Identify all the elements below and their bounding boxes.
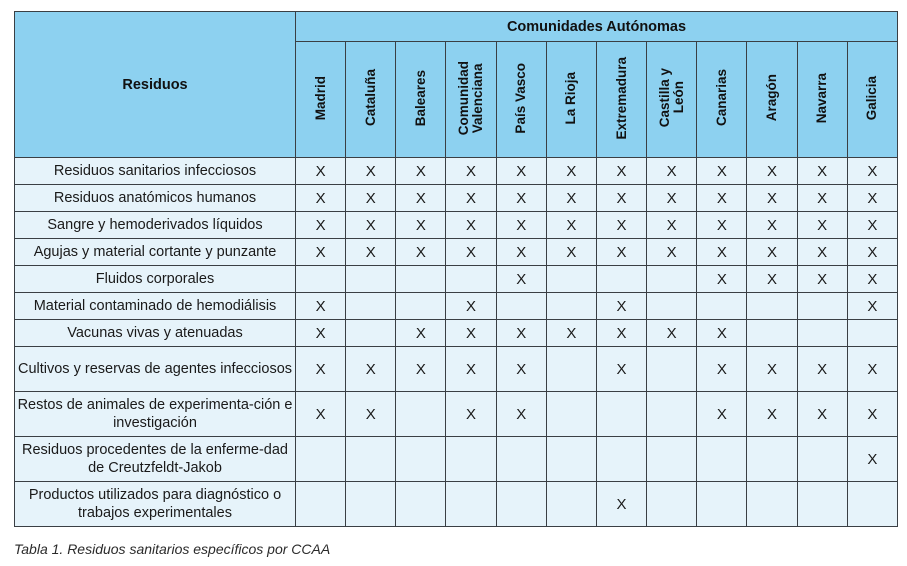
mark-cell-checked: X — [847, 392, 897, 437]
mark-cell-checked: X — [296, 347, 346, 392]
mark-cell-empty — [546, 482, 596, 527]
mark-cell-checked: X — [747, 185, 797, 212]
mark-cell-checked: X — [847, 293, 897, 320]
mark-cell-checked: X — [747, 347, 797, 392]
mark-cell-checked: X — [346, 347, 396, 392]
mark-cell-checked: X — [346, 392, 396, 437]
mark-cell-checked: X — [797, 185, 847, 212]
residuos-column-header: Residuos — [15, 12, 296, 158]
mark-cell-empty — [296, 437, 346, 482]
mark-cell-checked: X — [847, 437, 897, 482]
mark-cell-checked: X — [747, 158, 797, 185]
mark-cell-empty — [496, 482, 546, 527]
mark-cell-checked: X — [446, 293, 496, 320]
mark-cell-checked: X — [647, 158, 697, 185]
mark-cell-empty — [596, 266, 646, 293]
residuo-label: Residuos sanitarios infecciosos — [15, 158, 296, 185]
region-header — [847, 42, 897, 158]
mark-cell-checked: X — [396, 212, 446, 239]
region-header-label: Cataluña — [362, 69, 378, 127]
residuo-label: Agujas y material cortante y punzante — [15, 239, 296, 266]
mark-cell-checked: X — [396, 320, 446, 347]
mark-cell-checked: X — [747, 392, 797, 437]
mark-cell-checked: X — [697, 185, 747, 212]
mark-cell-checked: X — [496, 158, 546, 185]
mark-cell-checked: X — [296, 293, 346, 320]
mark-cell-empty — [446, 266, 496, 293]
residuo-label: Vacunas vivas y atenuadas — [15, 320, 296, 347]
mark-cell-empty — [797, 482, 847, 527]
mark-cell-checked: X — [496, 212, 546, 239]
residuo-label: Cultivos y reservas de agentes infecciosos — [15, 347, 296, 392]
mark-cell-checked: X — [446, 392, 496, 437]
mark-cell-empty — [747, 482, 797, 527]
mark-cell-empty — [697, 437, 747, 482]
mark-cell-checked: X — [697, 392, 747, 437]
table-row — [15, 293, 898, 320]
mark-cell-empty — [346, 437, 396, 482]
region-header-label: Comunidad Valenciana — [456, 60, 486, 136]
mark-cell-checked: X — [296, 158, 346, 185]
mark-cell-empty — [296, 266, 346, 293]
mark-cell-empty — [496, 293, 546, 320]
mark-cell-checked: X — [496, 347, 546, 392]
mark-cell-checked: X — [546, 212, 596, 239]
mark-cell-checked: X — [847, 347, 897, 392]
mark-cell-checked: X — [346, 158, 396, 185]
mark-cell-empty — [546, 437, 596, 482]
mark-cell-checked: X — [296, 239, 346, 266]
mark-cell-checked: X — [647, 185, 697, 212]
mark-cell-checked: X — [296, 320, 346, 347]
mark-cell-empty — [596, 392, 646, 437]
mark-cell-empty — [346, 293, 396, 320]
mark-cell-checked: X — [747, 239, 797, 266]
mark-cell-checked: X — [747, 212, 797, 239]
mark-cell-checked: X — [446, 158, 496, 185]
region-header-label: Navarra — [814, 72, 830, 124]
mark-cell-empty — [446, 437, 496, 482]
mark-cell-checked: X — [396, 239, 446, 266]
region-header — [396, 42, 446, 158]
mark-cell-empty — [797, 437, 847, 482]
mark-cell-checked: X — [596, 185, 646, 212]
table-row — [15, 437, 898, 482]
residuo-label: Fluidos corporales — [15, 266, 296, 293]
table-row — [15, 482, 898, 527]
mark-cell-empty — [446, 482, 496, 527]
mark-cell-empty — [747, 293, 797, 320]
mark-cell-checked: X — [596, 482, 646, 527]
mark-cell-checked: X — [847, 185, 897, 212]
region-header — [296, 42, 346, 158]
mark-cell-empty — [396, 482, 446, 527]
region-header-label: Canarias — [713, 69, 729, 127]
mark-cell-checked: X — [546, 158, 596, 185]
table-caption: Tabla 1. Residuos sanitarios específicos por CCAA — [14, 541, 331, 557]
mark-cell-empty — [296, 482, 346, 527]
comunidades-group-header: Comunidades Autónomas — [296, 12, 898, 42]
mark-cell-empty — [747, 320, 797, 347]
mark-cell-checked: X — [596, 293, 646, 320]
mark-cell-empty — [647, 293, 697, 320]
mark-cell-empty — [797, 293, 847, 320]
mark-cell-checked: X — [396, 347, 446, 392]
mark-cell-checked: X — [797, 266, 847, 293]
mark-cell-empty — [346, 266, 396, 293]
mark-cell-checked: X — [296, 212, 346, 239]
mark-cell-checked: X — [797, 347, 847, 392]
mark-cell-checked: X — [697, 158, 747, 185]
region-header — [647, 42, 697, 158]
mark-cell-empty — [647, 266, 697, 293]
mark-cell-checked: X — [596, 320, 646, 347]
mark-cell-empty — [647, 347, 697, 392]
mark-cell-checked: X — [847, 212, 897, 239]
table-body — [15, 158, 898, 527]
mark-cell-checked: X — [647, 239, 697, 266]
mark-cell-checked: X — [346, 212, 396, 239]
residuo-label: Sangre y hemoderivados líquidos — [15, 212, 296, 239]
mark-cell-checked: X — [797, 212, 847, 239]
residuo-label: Residuos anatómicos humanos — [15, 185, 296, 212]
mark-cell-checked: X — [697, 266, 747, 293]
mark-cell-checked: X — [496, 392, 546, 437]
mark-cell-checked: X — [296, 392, 346, 437]
mark-cell-empty — [346, 320, 396, 347]
mark-cell-checked: X — [596, 158, 646, 185]
mark-cell-checked: X — [697, 239, 747, 266]
mark-cell-checked: X — [496, 320, 546, 347]
mark-cell-checked: X — [647, 320, 697, 347]
mark-cell-checked: X — [496, 239, 546, 266]
region-header — [496, 42, 546, 158]
region-header-label: Galicia — [864, 75, 880, 121]
mark-cell-empty — [647, 437, 697, 482]
region-header — [747, 42, 797, 158]
mark-cell-checked: X — [296, 185, 346, 212]
mark-cell-checked: X — [797, 239, 847, 266]
table-row — [15, 212, 898, 239]
mark-cell-checked: X — [446, 185, 496, 212]
residuo-label: Restos de animales de experimenta-ción e investigación — [15, 392, 296, 437]
region-header — [346, 42, 396, 158]
mark-cell-checked: X — [396, 158, 446, 185]
mark-cell-checked: X — [797, 392, 847, 437]
mark-cell-checked: X — [446, 347, 496, 392]
region-header — [797, 42, 847, 158]
mark-cell-checked: X — [596, 212, 646, 239]
table-row — [15, 392, 898, 437]
mark-cell-empty — [396, 392, 446, 437]
mark-cell-empty — [396, 437, 446, 482]
mark-cell-empty — [647, 482, 697, 527]
mark-cell-empty — [697, 293, 747, 320]
mark-cell-empty — [847, 482, 897, 527]
table-row — [15, 320, 898, 347]
mark-cell-checked: X — [546, 185, 596, 212]
mark-cell-empty — [396, 266, 446, 293]
mark-cell-empty — [847, 320, 897, 347]
mark-cell-empty — [747, 437, 797, 482]
region-header — [546, 42, 596, 158]
mark-cell-empty — [797, 320, 847, 347]
residuo-label: Material contaminado de hemodiálisis — [15, 293, 296, 320]
mark-cell-checked: X — [446, 212, 496, 239]
table-row — [15, 239, 898, 266]
mark-cell-checked: X — [797, 158, 847, 185]
region-header — [596, 42, 646, 158]
mark-cell-checked: X — [847, 239, 897, 266]
mark-cell-checked: X — [396, 185, 446, 212]
mark-cell-empty — [346, 482, 396, 527]
mark-cell-checked: X — [596, 347, 646, 392]
region-header — [446, 42, 496, 158]
region-header-label: La Rioja — [563, 71, 579, 125]
mark-cell-checked: X — [697, 320, 747, 347]
mark-cell-empty — [496, 437, 546, 482]
mark-cell-empty — [546, 266, 596, 293]
table-row — [15, 266, 898, 293]
mark-cell-empty — [546, 392, 596, 437]
mark-cell-checked: X — [847, 266, 897, 293]
region-header-label: Castilla y León — [656, 68, 686, 128]
region-header — [697, 42, 747, 158]
mark-cell-checked: X — [496, 185, 546, 212]
table-row — [15, 185, 898, 212]
residuo-label: Productos utilizados para diagnóstico o trabajos experimentales — [15, 482, 296, 527]
mark-cell-checked: X — [346, 239, 396, 266]
mark-cell-checked: X — [697, 347, 747, 392]
mark-cell-empty — [647, 392, 697, 437]
region-header-label: Madrid — [312, 75, 328, 121]
mark-cell-checked: X — [346, 185, 396, 212]
mark-cell-checked: X — [496, 266, 546, 293]
region-header-label: Baleares — [412, 69, 428, 127]
region-header-label: País Vasco — [513, 62, 529, 134]
table-row — [15, 158, 898, 185]
table-row — [15, 347, 898, 392]
mark-cell-checked: X — [546, 320, 596, 347]
mark-cell-checked: X — [647, 212, 697, 239]
mark-cell-checked: X — [847, 158, 897, 185]
region-header-label: Aragón — [763, 74, 779, 122]
mark-cell-checked: X — [546, 239, 596, 266]
residuos-ccaa-table — [14, 11, 898, 527]
mark-cell-checked: X — [747, 266, 797, 293]
mark-cell-empty — [546, 293, 596, 320]
mark-cell-empty — [546, 347, 596, 392]
mark-cell-checked: X — [446, 239, 496, 266]
mark-cell-checked: X — [697, 212, 747, 239]
mark-cell-checked: X — [446, 320, 496, 347]
mark-cell-empty — [396, 293, 446, 320]
mark-cell-empty — [596, 437, 646, 482]
region-header-label: Extremadura — [613, 56, 629, 140]
residuo-label: Residuos procedentes de la enferme-dad de Creutzfeldt-Jakob — [15, 437, 296, 482]
mark-cell-empty — [697, 482, 747, 527]
mark-cell-checked: X — [596, 239, 646, 266]
